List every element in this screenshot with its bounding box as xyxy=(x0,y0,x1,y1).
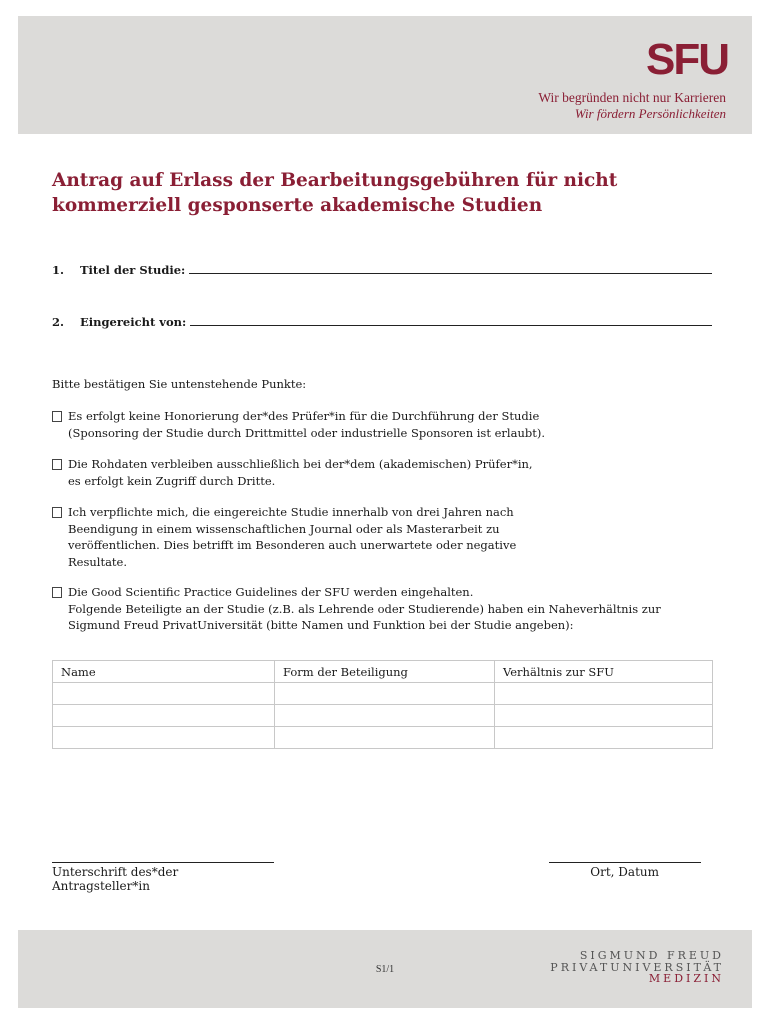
table-row xyxy=(53,705,713,727)
document-title: Antrag auf Erlass der Bearbeitungsgebühren für nicht kommerziell gesponserte akademische Studien xyxy=(52,170,618,216)
table-cell[interactable] xyxy=(53,683,275,705)
uni-line-1: SIGMUND FREUD xyxy=(579,949,724,962)
table-cell[interactable] xyxy=(275,727,495,749)
check-line: Resultate. xyxy=(68,554,128,569)
participants-table xyxy=(52,660,713,749)
table-cell[interactable] xyxy=(53,705,275,727)
checkbox-icon[interactable] xyxy=(52,587,62,598)
header-banner xyxy=(18,16,752,134)
table-header-row xyxy=(53,661,713,683)
checkbox-icon[interactable] xyxy=(52,507,62,518)
table-cell[interactable] xyxy=(495,683,713,705)
page-number: S1/1 xyxy=(375,964,395,975)
uni-line-3: MEDIZIN xyxy=(648,972,724,985)
check-item-1 xyxy=(52,408,732,441)
tagline-2: Wir fördern Persönlichkeiten xyxy=(574,106,726,121)
signature-label: Unterschrift des*der Antragsteller*in xyxy=(52,865,179,893)
checkbox-icon[interactable] xyxy=(52,411,62,422)
signature-line[interactable] xyxy=(52,852,274,863)
check-line: Ich verpflichte mich, die eingereichte Studie innerhalb von drei Jahren nach xyxy=(68,505,514,519)
field-study-title xyxy=(52,262,712,277)
check-line: Die Good Scientific Practice Guidelines der SFU werden eingehalten. xyxy=(68,585,474,599)
check-line: (Sponsoring der Studie durch Drittmittel oder industrielle Sponsoren ist erlaubt). xyxy=(68,425,545,440)
check-line: veröffentlichen. Dies betrifft im Besonderen auch unerwartete oder negative xyxy=(68,538,517,552)
check-item-3 xyxy=(52,504,732,570)
check-line: es erfolgt kein Zugriff durch Dritte. xyxy=(68,473,276,488)
table-cell[interactable] xyxy=(53,727,275,749)
field-number: 1. xyxy=(52,263,65,277)
place-date-block xyxy=(549,852,701,879)
signature-block xyxy=(52,852,274,893)
check-item-4 xyxy=(52,584,732,634)
table-row xyxy=(53,727,713,749)
tagline-1: Wir begründen nicht nur Karrieren xyxy=(538,90,726,105)
check-line: Es erfolgt keine Honorierung der*des Prüfer*in für die Durchführung der Studie xyxy=(68,409,540,423)
table-row xyxy=(53,683,713,705)
check-line: Sigmund Freud PrivatUniversität (bitte Namen und Funktion bei der Studie angeben): xyxy=(68,618,574,632)
sfu-logo: SFU xyxy=(646,35,728,84)
check-line: Beendigung in einem wissenschaftlichen Journal oder als Masterarbeit zu xyxy=(68,521,500,536)
header-relation: Verhältnis zur SFU xyxy=(495,661,713,683)
check-line: Folgende Beteiligte an der Studie (z.B. als Lehrende oder Studierende) haben ein Naheverhältnis zur xyxy=(68,601,661,616)
table-cell[interactable] xyxy=(275,705,495,727)
submitted-by-input-line[interactable] xyxy=(190,314,712,326)
uni-line-2: PRIVATUNIVERSITÄT xyxy=(550,960,724,974)
place-date-label: Ort, Datum xyxy=(590,865,659,879)
field-number: 2. xyxy=(52,315,65,329)
table-cell[interactable] xyxy=(495,727,713,749)
field-label: Titel der Studie: xyxy=(80,263,186,277)
study-title-input-line[interactable] xyxy=(189,262,712,274)
university-wordmark xyxy=(550,950,724,985)
field-label: Eingereicht von: xyxy=(80,315,187,329)
header-participation: Form der Beteiligung xyxy=(275,661,495,683)
place-date-line[interactable] xyxy=(549,852,701,863)
footer-banner xyxy=(18,930,752,1008)
checkbox-icon[interactable] xyxy=(52,459,62,470)
field-submitted-by xyxy=(52,314,712,329)
intro-text: Bitte bestätigen Sie untenstehende Punkte: xyxy=(52,377,307,391)
check-line: Die Rohdaten verbleiben ausschließlich bei der*dem (akademischen) Prüfer*in, xyxy=(68,457,533,471)
check-item-2 xyxy=(52,456,732,489)
table-cell[interactable] xyxy=(275,683,495,705)
table-cell[interactable] xyxy=(495,705,713,727)
header-name: Name xyxy=(53,661,275,683)
